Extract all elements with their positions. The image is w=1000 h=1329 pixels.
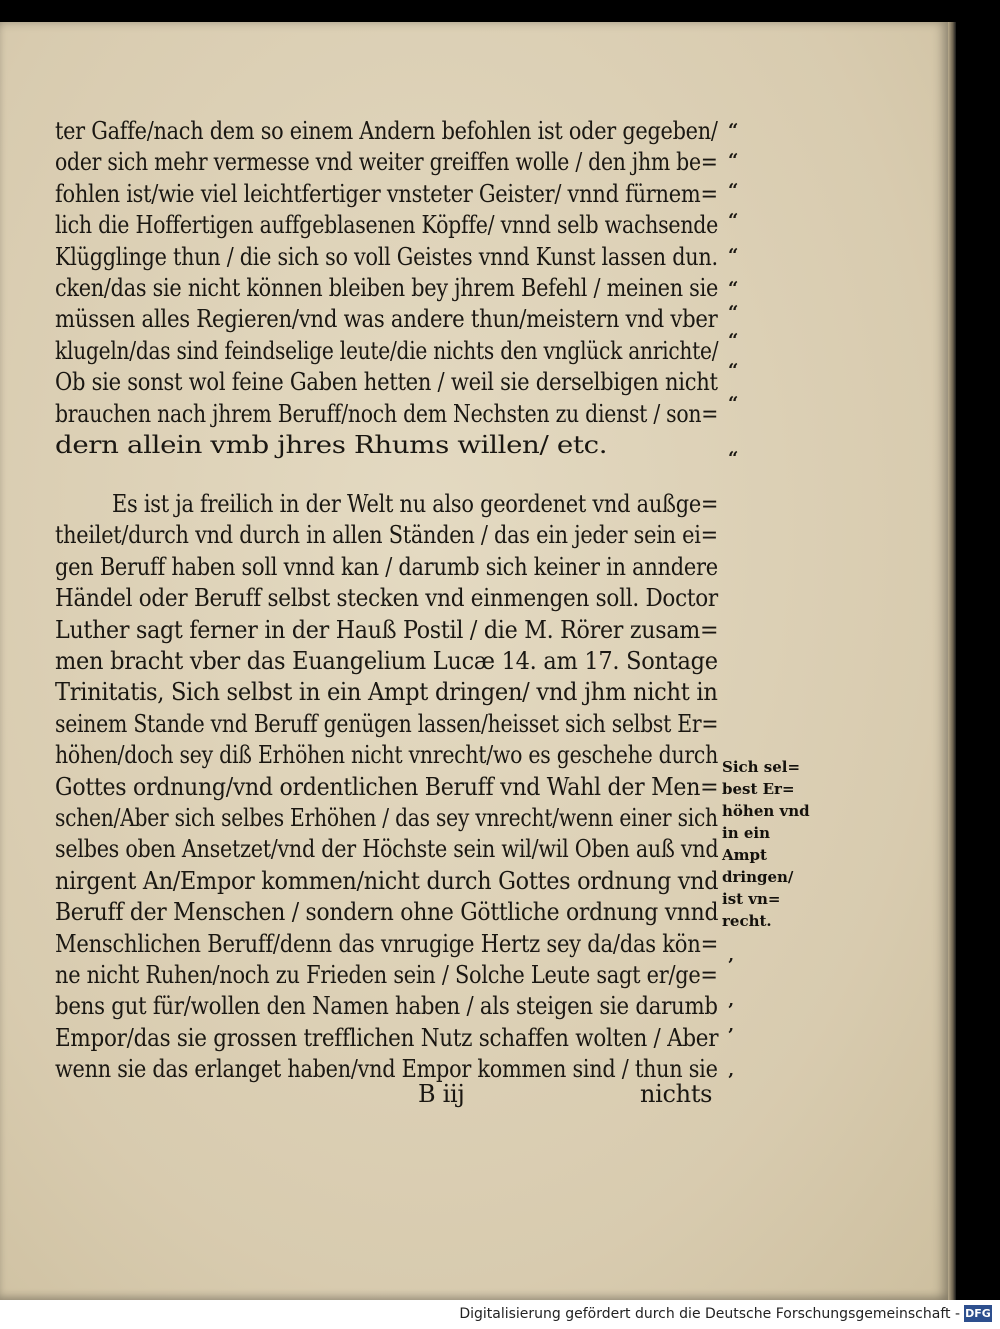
quote-mark: “ <box>728 330 739 351</box>
paragraph2-line: wenn sie das erlanget haben/vnd Empor kommen sind / thun sie <box>55 1055 718 1084</box>
quote-mark: “ <box>728 360 739 381</box>
paragraph2-line: nirgent An/Empor kommen/nicht durch Gottes ordnung vnd <box>55 866 719 895</box>
paragraph2-line: Trinitatis, Sich selbst in ein Ampt dringen/ vnd jhm nicht in <box>55 678 718 707</box>
paragraph2-line: ne nicht Ruhen/noch zu Frieden sein / Solche Leute sagt er/ge= <box>55 961 718 989</box>
paragraph1-line: fohlen ist/wie viel leichtfertiger vnsteter Geister/ vnnd fürnem= <box>55 179 718 208</box>
quote-mark: “ <box>728 278 739 299</box>
paragraph1-line: ter Gaffe/nach dem so einem Andern befohlen ist oder gegeben/ <box>55 117 718 145</box>
paragraph2-line: Luther sagt ferner in der Hauß Postil / die M. Rörer zusam= <box>55 615 719 644</box>
quote-mark: ‚ <box>728 990 735 1011</box>
footer-bar <box>0 1300 1000 1329</box>
quote-mark: “ <box>728 180 739 201</box>
paragraph1-line: müssen alles Regieren/vnd was andere thun/meistern vnd vber <box>55 305 718 334</box>
quote-mark: “ <box>728 150 739 171</box>
paragraph2-line: Menschlichen Beruff/denn das vnrugige Hertz sey da/das kön= <box>55 929 718 958</box>
paragraph2-line: Gottes ordnung/vnd ordentlichen Beruff vnd Wahl der Men= <box>55 772 719 801</box>
paragraph1-line: Ob sie sonst wol feine Gaben hetten / weil sie derselbigen nicht <box>55 368 718 397</box>
paragraph1-line: Klügglinge thun / die sich so voll Geistes vnnd Kunst lassen dun. <box>55 242 718 271</box>
footer-credit: Digitalisierung gefördert durch die Deutsche Forschungsgemeinschaft - <box>459 1306 960 1322</box>
paragraph2-line: theilet/durch vnd durch in allen Ständen / das ein jeder sein ei= <box>55 521 718 550</box>
quote-mark: “ <box>728 210 739 231</box>
paragraph2-line: bens gut für/wollen den Namen haben / als steigen sie darumb <box>55 992 718 1021</box>
paragraph2-line: schen/Aber sich selbes Erhöhen / das sey vnrecht/wenn einer sich <box>55 804 718 832</box>
paragraph2-line: Beruff der Menschen / sondern ohne Göttliche ordnung vnnd <box>55 898 719 927</box>
quote-mark: ‚ <box>728 1015 735 1036</box>
quote-mark: ‚ <box>728 945 735 966</box>
paragraph2-line: men bracht vber das Euangelium Lucæ 14. am 17. Sontage <box>55 647 718 675</box>
margin-note-line: dringen/ <box>722 868 794 886</box>
margin-note-line: in ein <box>722 824 770 842</box>
paragraph2-line: Empor/das sie grossen trefflichen Nutz schaffen wolten / Aber <box>55 1023 719 1052</box>
margin-note-line: höhen vnd <box>722 802 810 820</box>
signature-mark: B iij <box>418 1080 465 1108</box>
paragraph1-line: brauchen nach jhrem Beruff/noch dem Nechsten zu dienst / son= <box>55 399 719 428</box>
margin-note-line: ist vn= <box>722 890 781 908</box>
dfg-logo-icon: DFG <box>965 1307 991 1320</box>
paragraph2-line: höhen/doch sey diß Erhöhen nicht vnrecht/wo es geschehe durch <box>55 741 719 770</box>
paragraph1-line: cken/das sie nicht können bleiben bey jhrem Befehl / meinen sie <box>55 274 719 302</box>
quote-mark: ‚ <box>728 1060 735 1081</box>
paragraph1-line: dern allein vmb jhres Rhums willen/ etc. <box>55 431 608 459</box>
quote-mark: “ <box>728 448 739 469</box>
paragraph2-line: Händel oder Beruff selbst stecken vnd einmengen soll. Doctor <box>55 584 718 613</box>
paragraph2-line: Es ist ja freilich in der Welt nu also geordenet vnd außge= <box>112 490 719 518</box>
margin-note-line: Sich sel= <box>722 758 801 776</box>
quote-mark: “ <box>728 302 739 323</box>
paragraph2-line: selbes oben Ansetzet/vnd der Höchste sein wil/wil Oben auß vnd <box>55 835 719 864</box>
paragraph1-line: oder sich mehr vermesse vnd weiter greiffen wolle / den jhm be= <box>55 148 718 177</box>
paragraph2-line: seinem Stande vnd Beruff genügen lassen/heisset sich selbst Er= <box>55 709 719 738</box>
margin-note-line: Ampt <box>722 846 767 864</box>
margin-note-line: best Er= <box>722 780 795 798</box>
paragraph2-line: gen Beruff haben soll vnnd kan / darumb sich keiner in anndere <box>55 552 718 581</box>
paragraph1-line: lich die Hoffertigen auffgeblasenen Köpffe/ vnnd selb wachsende <box>55 211 719 240</box>
page-edge <box>948 22 956 1300</box>
paragraph1-line: klugeln/das sind feindselige leute/die nichts den vnglück anrichte/ <box>55 336 719 365</box>
margin-note-line: recht. <box>722 912 772 930</box>
quote-mark: “ <box>728 245 739 266</box>
catchword: nichts <box>640 1080 713 1108</box>
quote-mark: “ <box>728 393 739 414</box>
quote-mark: “ <box>728 120 739 141</box>
